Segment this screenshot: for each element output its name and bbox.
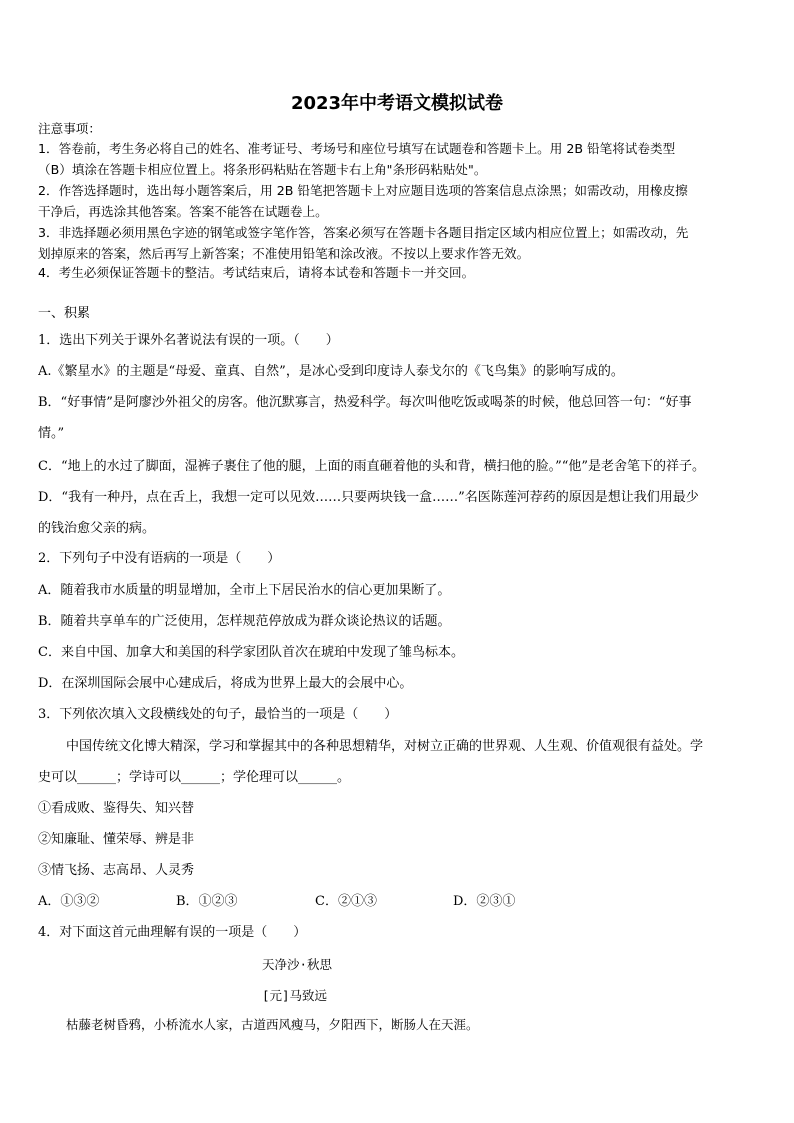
q2-option-c: C．来自中国、加拿大和美国的科学家团队首次在琥珀中发现了雏鸟标本。: [38, 645, 464, 660]
q2-option-a: A．随着我市水质量的明显增加，全市上下居民治水的信心更加果断了。: [38, 583, 451, 598]
q3-option-c: C．②①③: [315, 894, 377, 909]
notice-line-1: 1．答卷前，考生务必将自己的姓名、准考证号、考场号和座位号填写在试题卷和答题卡上。用 2B 铅笔将试卷类型: [38, 141, 676, 156]
q3-item-2: ②知廉耻、懂荣辱、辨是非: [38, 832, 195, 847]
q3-option-d: D．②③①: [453, 894, 516, 909]
q1-option-c: C．“地上的水过了脚面，湿裤子裹住了他的腿，上面的雨直砸着他的头和背，横扫他的脸。”“他”是老舍笔下的祥子。: [38, 459, 706, 474]
notice-line-4: 干净后，再选涂其他答案。答案不能答在试题卷上。: [38, 204, 328, 219]
notice-line-7: 4．考生必须保证答题卡的整洁。考试结束后，请将本试卷和答题卡一并交回。: [38, 265, 475, 280]
q1-option-b-line2: 情。”: [38, 426, 65, 441]
q3-passage-line2: 史可以______；学诗可以______；学伦理可以______。: [38, 770, 351, 785]
q3-passage-line1: 中国传统文化博大精深，学习和掌握其中的各种思想精华，对树立正确的世界观、人生观、价值观很有益处。学: [66, 739, 704, 754]
poem-author: [元]马致远: [262, 988, 328, 1003]
q1-option-d-line2: 的钱治愈父亲的病。: [38, 521, 156, 536]
poem-title: 天净沙·秋思: [262, 957, 333, 972]
q2-option-d: D．在深圳国际会展中心建成后，将成为世界上最大的会展中心。: [38, 676, 413, 691]
q4-stem: 4．对下面这首元曲理解有误的一项是（ ）: [38, 925, 307, 940]
section-heading: 一、积累: [38, 306, 91, 321]
notice-line-2: （B）填涂在答题卡相应位置上。将条形码粘贴在答题卡右上角"条形码粘贴处"。: [38, 162, 487, 177]
poem-body: 枯藤老树昏鸦，小桥流水人家，古道西风瘦马，夕阳西下，断肠人在天涯。: [66, 1017, 479, 1032]
page-title: 2023年中考语文模拟试卷: [290, 93, 504, 114]
q3-option-a: A．①③②: [38, 894, 100, 909]
notice-heading: 注意事项：: [38, 121, 101, 136]
q3-stem: 3．下列依次填入文段横线处的句子，最恰当的一项是（ ）: [38, 707, 398, 722]
q2-option-b: B．随着共享单车的广泛使用，怎样规范停放成为群众谈论热议的话题。: [38, 614, 451, 629]
notice-line-5: 3．非选择题必须用黑色字迹的钢笔或签字笔作答，答案必须写在答题卡各题目指定区域内相应位置上；如需改动，先: [38, 225, 689, 240]
q3-item-3: ③情飞扬、志高昂、人灵秀: [38, 863, 195, 878]
q2-stem: 2．下列句子中没有语病的一项是（ ）: [38, 551, 281, 566]
q1-option-b-line1: B．“好事情”是阿廖沙外祖父的房客。他沉默寡言，热爱科学。每次叫他吃饭或喝茶的时候，他总回答一句：“好事: [38, 395, 692, 410]
notice-line-3: 2．作答选择题时，选出每小题答案后，用 2B 铅笔把答题卡上对应题目选项的答案信息点涂黑；如需改动，用橡皮擦: [38, 183, 688, 198]
notice-line-6: 划掉原来的答案，然后再写上新答案；不准使用铅笔和涂改液。不按以上要求作答无效。: [38, 246, 530, 261]
q3-option-b: B．①②③: [176, 894, 238, 909]
q1-stem: 1．选出下列关于课外名著说法有误的一项。（ ）: [38, 333, 339, 348]
q1-option-a: A.《繁星水》的主题是“母爱、童真、自然”，是冰心受到印度诗人泰戈尔的《飞鸟集》的影响写成的。: [38, 364, 624, 379]
q1-option-d-line1: D．“我有一种丹，点在舌上，我想一定可以见效……只要两块钱一盒……”名医陈莲河荐药的原因是想让我们用最少: [38, 490, 699, 505]
q3-item-1: ①看成败、鉴得失、知兴替: [38, 801, 195, 816]
